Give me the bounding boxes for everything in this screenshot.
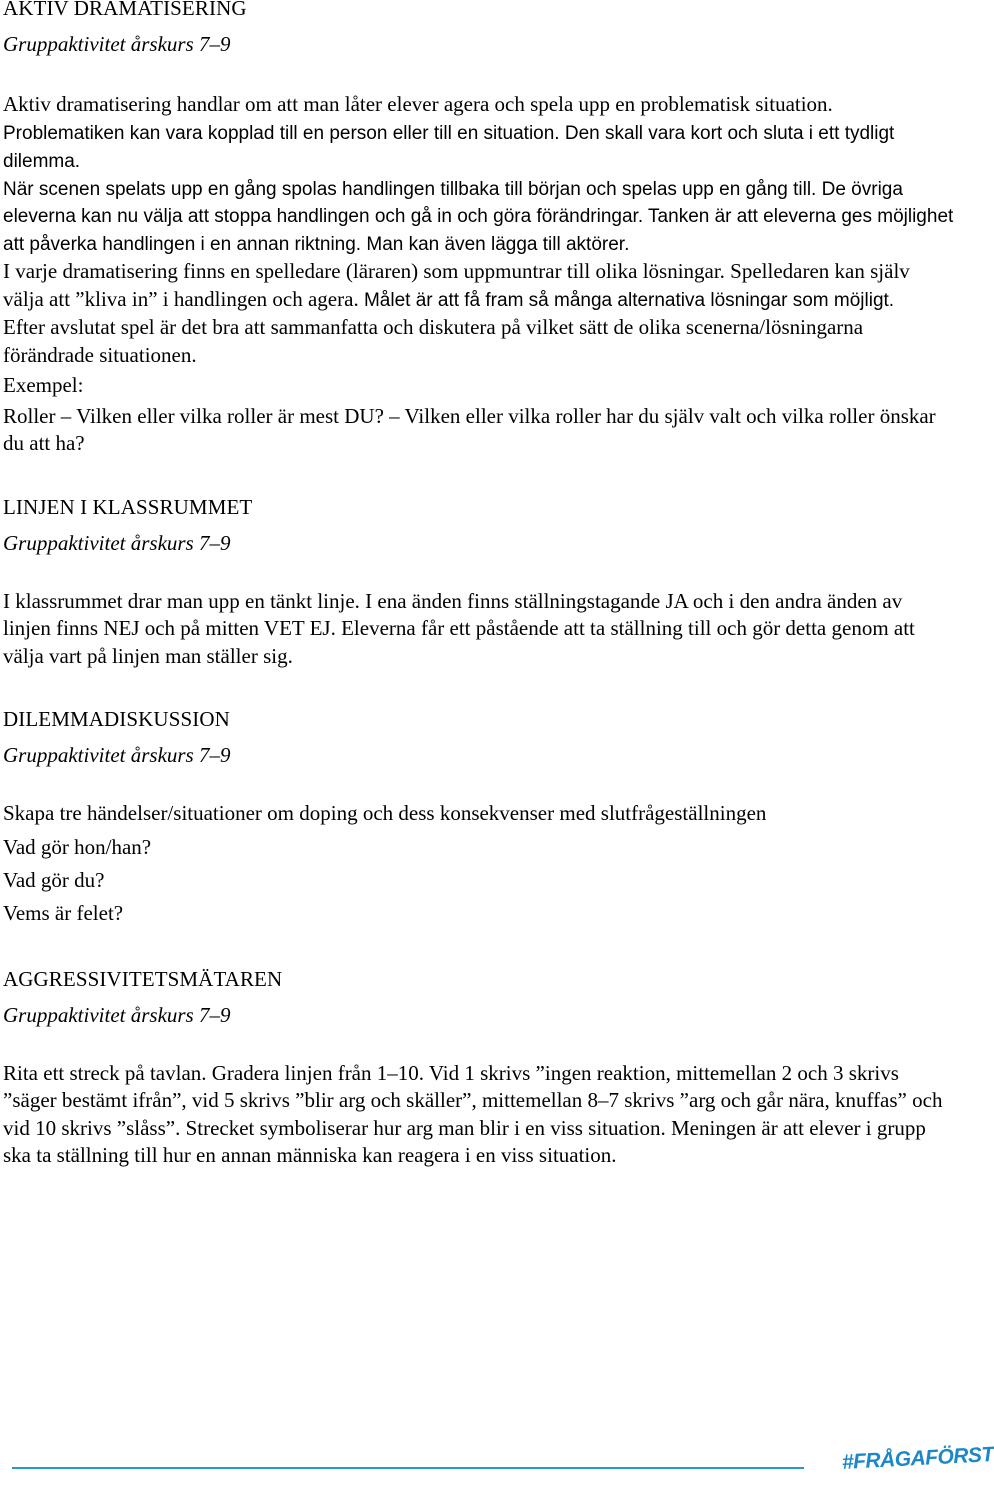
paragraph-dilemma: Skapa tre händelser/situationer om doping och dess konsekvenser med slutfrågeställningen: [3, 801, 767, 825]
section-subheading: Gruppaktivitet årskurs 7–9: [3, 530, 231, 555]
section-heading: AGGRESSIVITETSMÄTAREN: [3, 966, 283, 991]
intro-continuation: Problematiken kan vara kopplad till en person eller till en situation. Den skall vara kort och sluta i ett tydligt dilemma.: [3, 122, 895, 172]
page-footer: [0, 1440, 994, 1487]
example-label: Exempel:: [3, 373, 84, 397]
section-linjen: [3, 495, 955, 671]
paragraph-linjen: I klassrummet drar man upp en tänkt linje. I ena änden finns ställningstagande JA och i den andra änden av linjen finns NEJ och på mitten VET EJ. Eleverna får ett påstående att ta ställning till och gör detta genom att välja vart på linjen man ställer sig.: [3, 588, 915, 668]
section-heading: AKTIV DRAMATISERING: [3, 0, 247, 20]
spelledare-text: I varje dramatisering finns en spelledare (läraren) som uppmuntrar till olika lösningar. Spelledaren kan själv välja att ”kliva in” i handlingen och agera.: [3, 259, 910, 311]
section-aggressivitetsmataren: [3, 967, 955, 1170]
footer-divider: [12, 1467, 804, 1469]
paragraph-replay: När scenen spelats upp en gång spolas handlingen tillbaka till början och spelas upp en gång till. De övriga eleverna kan nu välja att stoppa handlingen och gå in och göra förändringar. Tanken är att eleverna ges möjlighet att påverka handlingen i en annan riktning. Man kan även lägga till aktörer.: [3, 178, 954, 255]
paragraph-summary: Efter avslutat spel är det bra att sammanfatta och diskutera på vilket sätt de olika scenerna/lösningarna förändrade situationen.: [3, 315, 864, 367]
example-text: Roller – Vilken eller vilka roller är mest DU? – Vilken eller vilka roller har du själv valt och vilka roller önskar du att ha?: [3, 403, 936, 455]
question-item: Vad gör du?: [3, 867, 105, 892]
section-dilemmadiskussion: [3, 707, 955, 930]
section-subheading: Gruppaktivitet årskurs 7–9: [3, 32, 231, 56]
section-aktiv-dramatisering: [3, 0, 955, 458]
section-subheading: Gruppaktivitet årskurs 7–9: [3, 1002, 231, 1027]
intro-text: Aktiv dramatisering handlar om att man låter elever agera och spela upp en problematisk situation.: [3, 92, 833, 116]
paragraph-intro: [3, 91, 955, 176]
section-heading: LINJEN I KLASSRUMMET: [3, 494, 253, 519]
question-item: Vems är felet?: [3, 900, 124, 925]
fragaforst-logo: #FRÅGAFÖRST: [841, 1443, 994, 1474]
paragraph-aggressivitet: Rita ett streck på tavlan. Gradera linjen från 1–10. Vid 1 skrivs ”ingen reaktion, mittemellan 2 och 3 skrivs ”säger bestämt ifrån”, vid 5 skrivs ”blir arg och skäller”, mittemellan 8–7 skrivs ”arg och går nära, knuffas” och vid 10 skrivs ”slåss”. Strecket symboliserar hur arg man blir i en viss situation. Meningen är att elever i grupp ska ta ställning till hur en annan människa kan reagera i en viss situation.: [3, 1060, 943, 1167]
section-heading: DILEMMADISKUSSION: [3, 707, 230, 731]
section-subheading: Gruppaktivitet årskurs 7–9: [3, 743, 231, 767]
paragraph-spelledare: [3, 258, 955, 314]
spelledare-goal: Målet är att få fram så många alternativa lösningar som möjligt.: [358, 289, 895, 311]
question-item: Vad gör hon/han?: [3, 834, 152, 859]
document-page: [3, 0, 955, 1170]
